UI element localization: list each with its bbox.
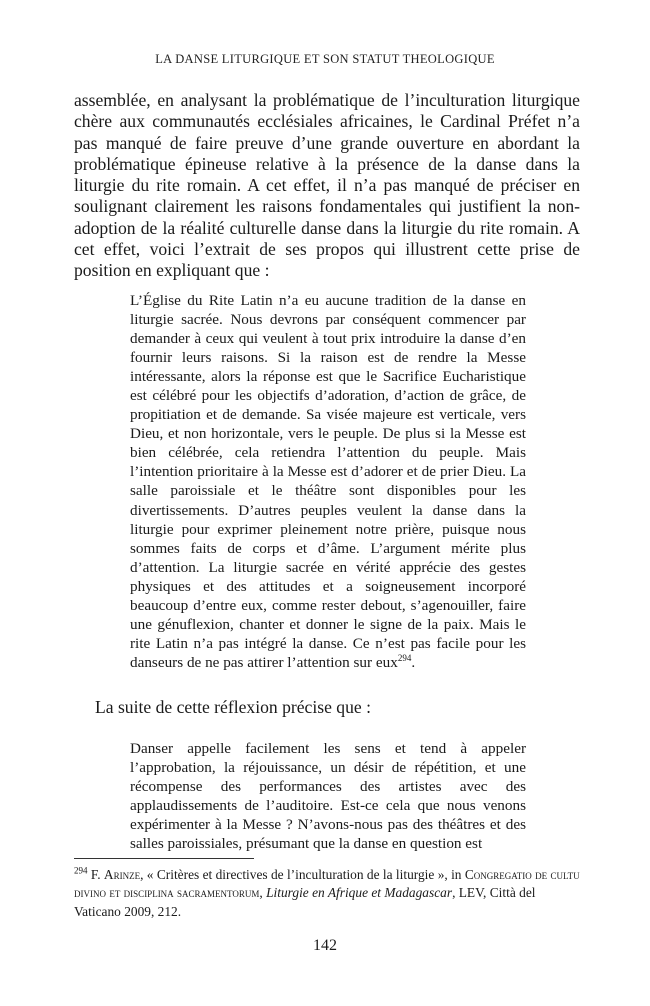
footnote-book-title: Liturgie en Afrique et Madagascar bbox=[266, 885, 453, 901]
footnote-number: 294 bbox=[74, 865, 88, 876]
footnote-separator bbox=[74, 858, 254, 859]
footnote-author-name: Arinze bbox=[103, 867, 141, 882]
block-quote-1-end: . bbox=[411, 653, 416, 671]
block-quote-2: Danser appelle facilement les sens et tend à appeler l’approbation, la réjouissance, un désir de répétition, et une récompense des performances des artistes avec des applaudissements de l’auditoire. Est-ce cela que nous venons expérimenter à la Messe ? N’avons-nous pas des théâtres et des salles paroissiales, présumant que la danse en question est bbox=[130, 740, 526, 853]
footnote-title: , « Critères et directives de l’inculturation de la liturgie », in bbox=[140, 867, 465, 882]
footnote-reference[interactable]: 294 bbox=[397, 652, 412, 663]
footnote-author-initial: F. bbox=[87, 867, 104, 882]
block-quote-1 bbox=[130, 291, 526, 672]
body-paragraph: assemblée, en analysant la problématique de l’inculturation liturgique chère aux communautés ecclésiales africaines, le Cardinal Préfet n’a pas manqué de faire preuve d’une grande ouverture en abordant la problématique épineuse relative à la présence de la danse dans la liturgie du rite romain. A cet effet, il n’a pas manqué de préciser en soulignant clairement les raisons fondamentales qui justifient la non-adoption de la réalité culturelle danse dans la liturgie du rite romain. A cet effet, voici l’extrait de ses propos qui illustrent cette prise de position en expliquant que : bbox=[74, 90, 580, 281]
transition-sentence: La suite de cette réflexion précise que : bbox=[95, 697, 371, 717]
footnote-publisher: Congregatio de cultu divino et disciplina sacramentorum bbox=[74, 867, 580, 901]
footnote-details: , LEV, Città del Vaticano 2009, 212. bbox=[74, 885, 536, 919]
page-number: 142 bbox=[313, 937, 337, 954]
running-header: LA DANSE LITURGIQUE ET SON STATUT THEOLOGIQUE bbox=[155, 52, 495, 66]
footnote bbox=[74, 866, 580, 921]
block-quote-1-text: L’Église du Rite Latin n’a eu aucune tradition de la danse en liturgie sacrée. Nous devrons par conséquent commencer par demander à ceux qui veulent à tout prix introduire la danse d’en fournir leurs raisons. Si la raison est de rendre la Messe intéressante, alors la réponse est que le Sacrifice Eucharistique est célébré pour les objectifs d’adoration, d’action de grâce, de propitiation et de demande. Sa visée majeure est verticale, vers Dieu, et non horizontale, vers le peuple. De plus si la Messe est bien célébrée, cela retiendra l’attention du peuple. Mais l’intention prioritaire à la Messe est d’adorer et de prier Dieu. La salle paroissiale et le théâtre sont disponibles pour les divertissements. D’autres peuples veulent la danse dans la liturgie pour exprimer pleinement notre prière, puisque nous sommes faits de corps et d’âme. L’argument mérite plus d’attention. La liturgie sacrée en vérité apprécie des gestes physiques et des attitudes et a soigneusement incorporé beaucoup d’entre eux, comme rester debout, s’agenouiller, faire une génuflexion, chanter et donner le signe de la paix. Mais le rite Latin n’a pas intégré la danse. Ce n’est pas facile pour les danseurs de ne pas attirer l’attention sur eux bbox=[130, 292, 526, 671]
footnote-separator-text: , bbox=[259, 885, 267, 901]
